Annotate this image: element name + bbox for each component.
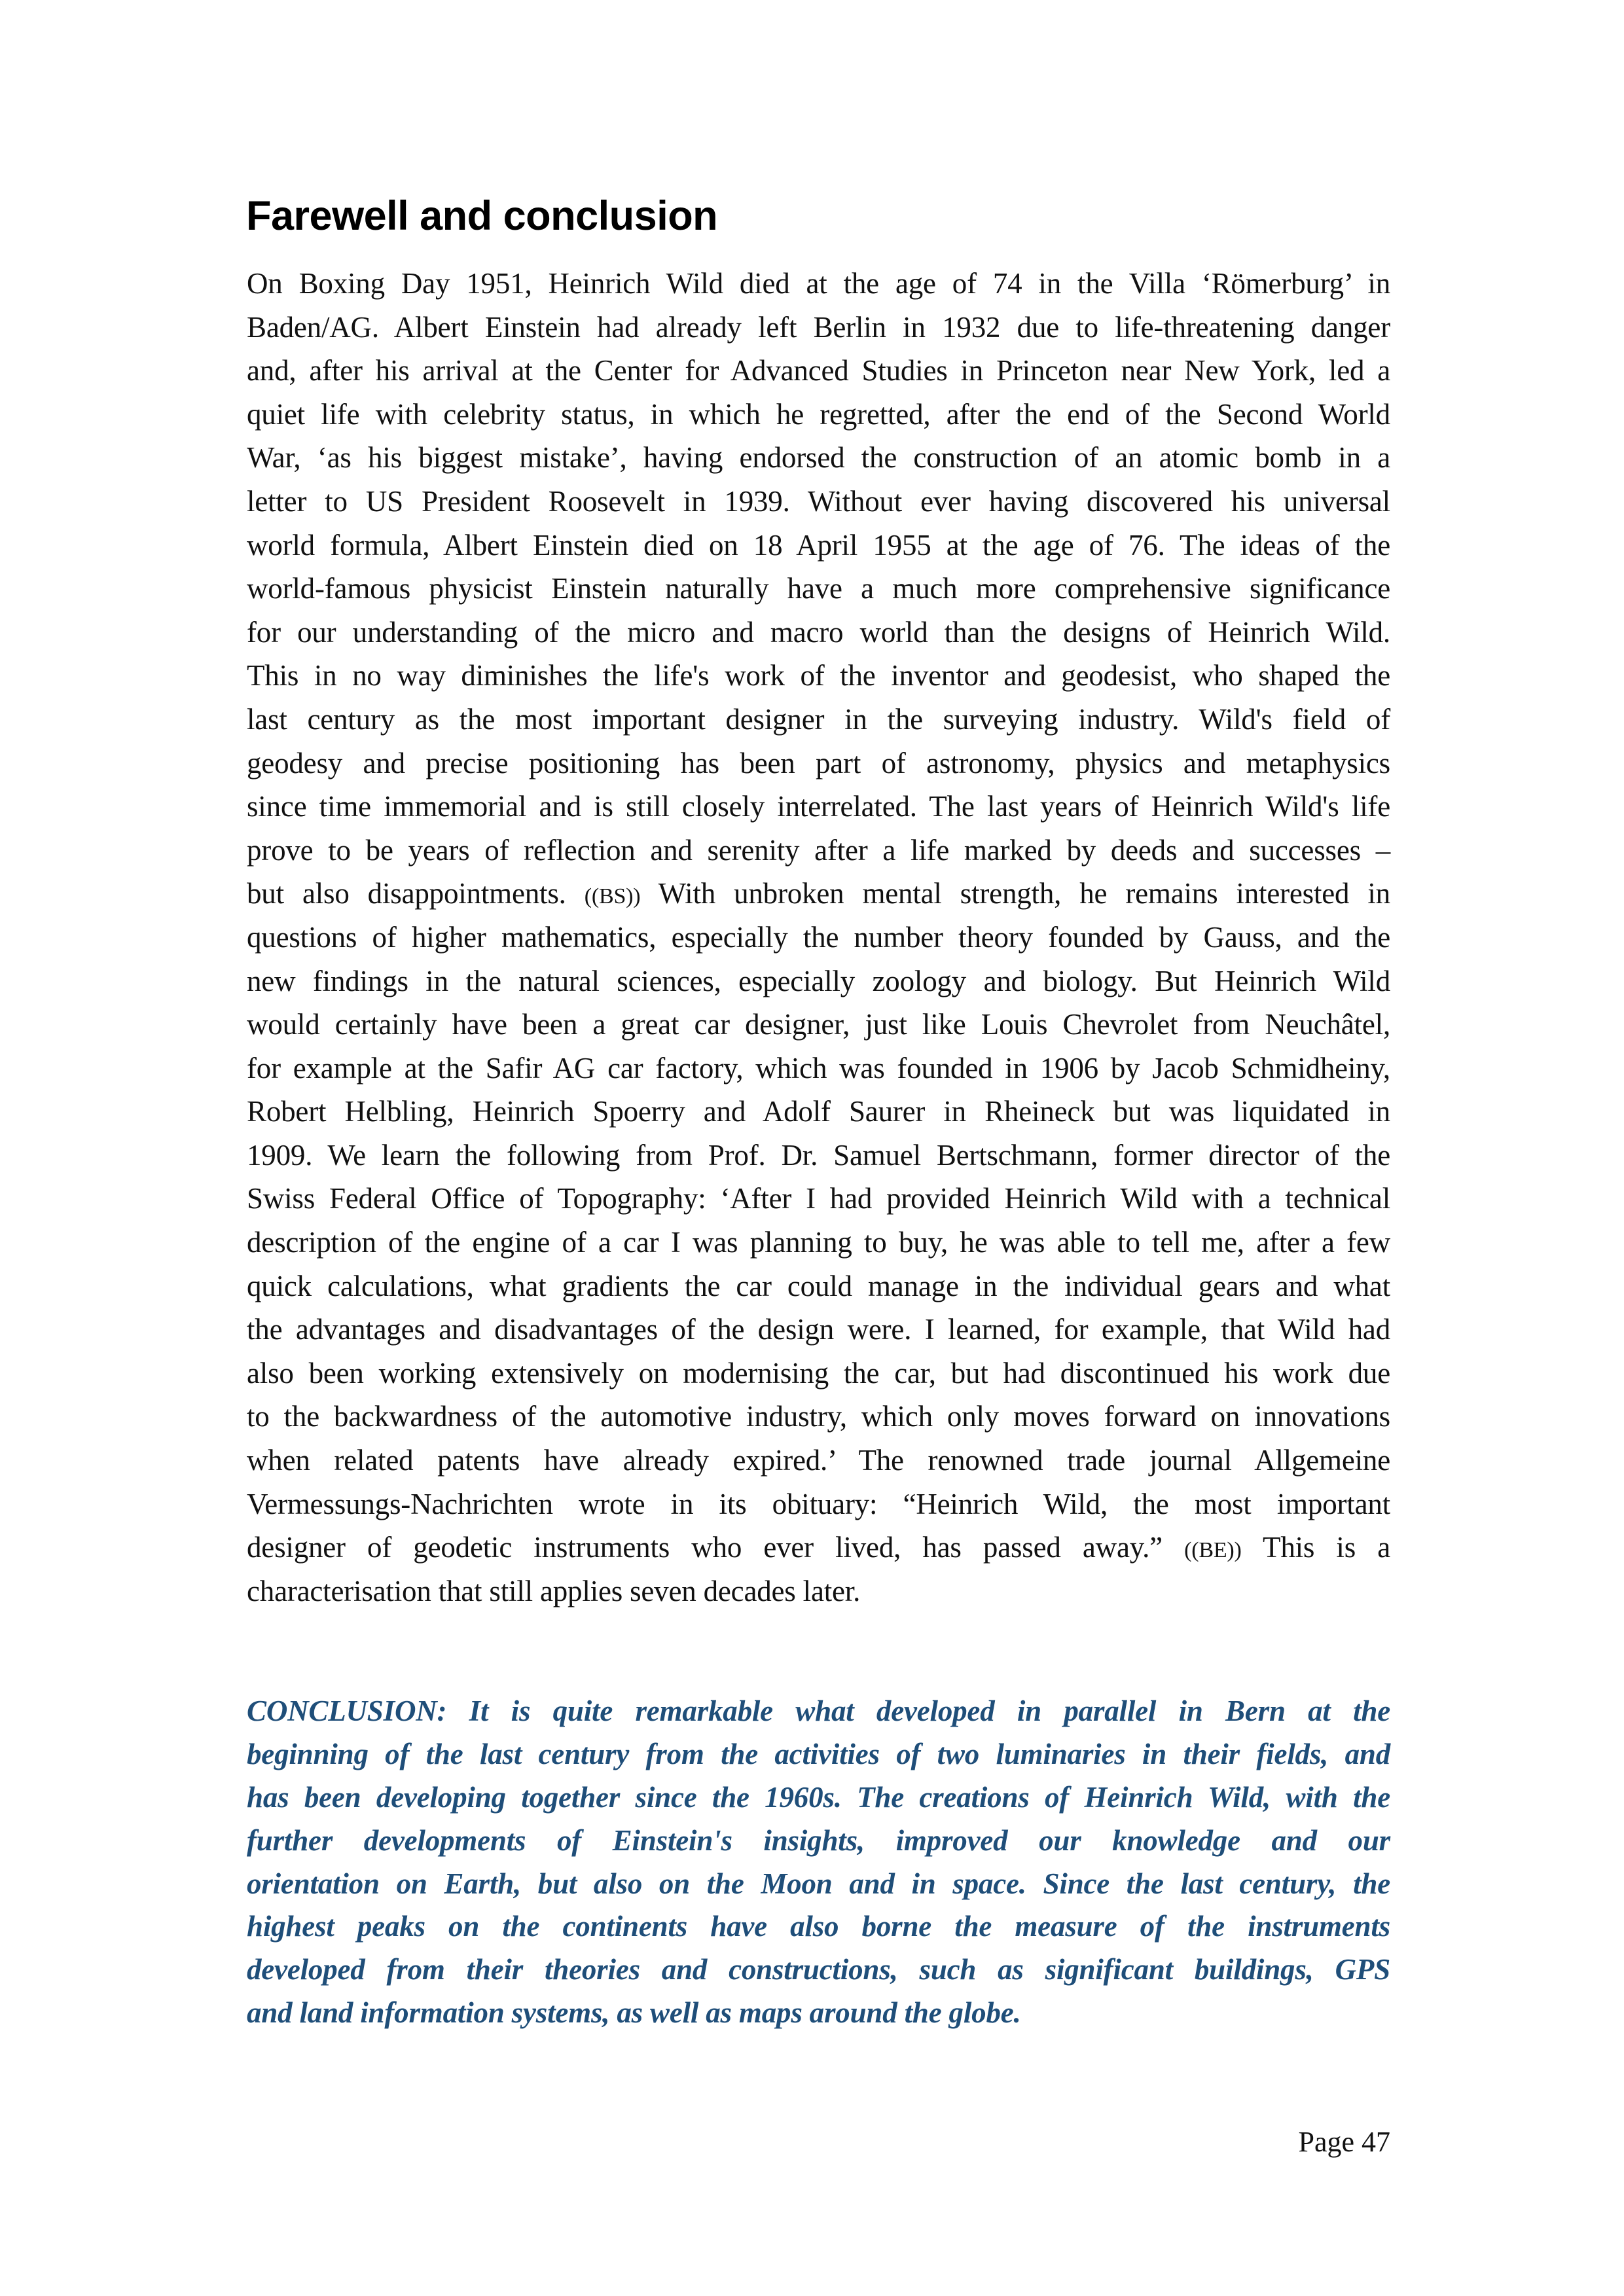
body-line-with-reference — [247, 1526, 1390, 1570]
body-line: 1909. We learn the following from Prof. Dr. Samuel Bertschmann, former director of the — [247, 1138, 1390, 1172]
body-line: new findings in the natural sciences, especially zoology and biology. But Heinrich Wild — [247, 964, 1390, 997]
body-line: world formula, Albert Einstein died on 18 April 1955 at the age of 76. The ideas of the — [247, 528, 1390, 562]
body-line: and, after his arrival at the Center for Advanced Studies in Princeton near New York, led a — [247, 354, 1390, 387]
citation-reference: ((BS)) — [584, 884, 641, 909]
body-line: to the backwardness of the automotive industry, which only moves forward on innovations — [247, 1400, 1390, 1433]
body-line: quick calculations, what gradients the car could manage in the individual gears and what — [247, 1269, 1390, 1302]
body-text-segment: This is a — [1263, 1531, 1390, 1564]
conclusion-line: has been developing together since the 1960s. The creations of Heinrich Wild, with the — [247, 1780, 1390, 1814]
body-line: for our understanding of the micro and macro world than the designs of Heinrich Wild. — [247, 615, 1390, 649]
body-line: Robert Helbling, Heinrich Spoerry and Adolf Saurer in Rheineck but was liquidated in — [247, 1095, 1390, 1128]
body-line: when related patents have already expired.’ The renowned trade journal Allgemeine — [247, 1444, 1390, 1477]
body-text-segment: With unbroken mental strength, he remains interested in — [658, 877, 1390, 910]
conclusion-line: beginning of the last century from the activities of two luminaries in their fields, and — [247, 1737, 1390, 1770]
body-line: letter to US President Roosevelt in 1939. Without ever having discovered his universal — [247, 484, 1390, 518]
body-text-segment: but also disappointments. — [247, 877, 566, 910]
body-line: since time immemorial and is still closely interrelated. The last years of Heinrich Wild's life — [247, 790, 1390, 823]
body-line: quiet life with celebrity status, in which he regretted, after the end of the Second World — [247, 397, 1390, 431]
body-line: geodesy and precise positioning has been part of astronomy, physics and metaphysics — [247, 746, 1390, 780]
body-line-with-reference — [247, 872, 1390, 916]
body-line: characterisation that still applies seven decades later. — [247, 1574, 861, 1607]
body-paragraph — [247, 262, 1390, 1613]
body-line: world-famous physicist Einstein naturally have a much more comprehensive significance — [247, 572, 1390, 605]
body-text-segment: designer of geodetic instruments who ever lived, has passed away.” — [247, 1531, 1163, 1564]
body-line: last century as the most important designer in the surveying industry. Wild's field of — [247, 702, 1390, 736]
conclusion-paragraph — [247, 1690, 1390, 2035]
body-line: the advantages and disadvantages of the design were. I learned, for example, that Wild had — [247, 1313, 1390, 1346]
body-line: On Boxing Day 1951, Heinrich Wild died at the age of 74 in the Villa ‘Römerburg’ in — [247, 267, 1390, 300]
conclusion-line: further developments of Einstein's insights, improved our knowledge and our — [247, 1823, 1390, 1857]
body-line: would certainly have been a great car designer, just like Louis Chevrolet from Neuchâtel, — [247, 1008, 1390, 1041]
body-line: Vermessungs-Nachrichten wrote in its obituary: “Heinrich Wild, the most important — [247, 1487, 1390, 1520]
body-line: This in no way diminishes the life's work of the inventor and geodesist, who shaped the — [247, 659, 1390, 692]
citation-reference: ((BE)) — [1184, 1538, 1242, 1563]
body-line: also been working extensively on modernising the car, but had discontinued his work due — [247, 1356, 1390, 1390]
body-line: questions of higher mathematics, especially the number theory founded by Gauss, and the — [247, 920, 1390, 954]
body-line: prove to be years of reflection and serenity after a life marked by deeds and successes – — [247, 833, 1390, 867]
conclusion-line: orientation on Earth, but also on the Moon and in space. Since the last century, the — [247, 1867, 1390, 1900]
body-line: War, ‘as his biggest mistake’, having endorsed the construction of an atomic bomb in a — [247, 441, 1390, 475]
conclusion-line: CONCLUSION: It is quite remarkable what developed in parallel in Bern at the — [247, 1695, 1390, 1727]
conclusion-line: and land information systems, as well as maps around the globe. — [247, 1996, 1021, 2030]
conclusion-line: developed from their theories and constructions, such as significant buildings, GPS — [247, 1953, 1390, 1986]
body-line: description of the engine of a car I was planning to buy, he was able to tell me, after a few — [247, 1226, 1390, 1259]
conclusion-line: highest peaks on the continents have also borne the measure of the instruments — [247, 1910, 1390, 1943]
section-heading: Farewell and conclusion — [246, 193, 718, 239]
page-number: Page 47 — [1298, 2126, 1390, 2158]
body-line: for example at the Safir AG car factory, which was founded in 1906 by Jacob Schmidheiny, — [247, 1051, 1390, 1085]
body-line: Swiss Federal Office of Topography: ‘After I had provided Heinrich Wild with a technical — [247, 1182, 1390, 1215]
body-line: Baden/AG. Albert Einstein had already left Berlin in 1932 due to life-threatening danger — [247, 310, 1390, 344]
